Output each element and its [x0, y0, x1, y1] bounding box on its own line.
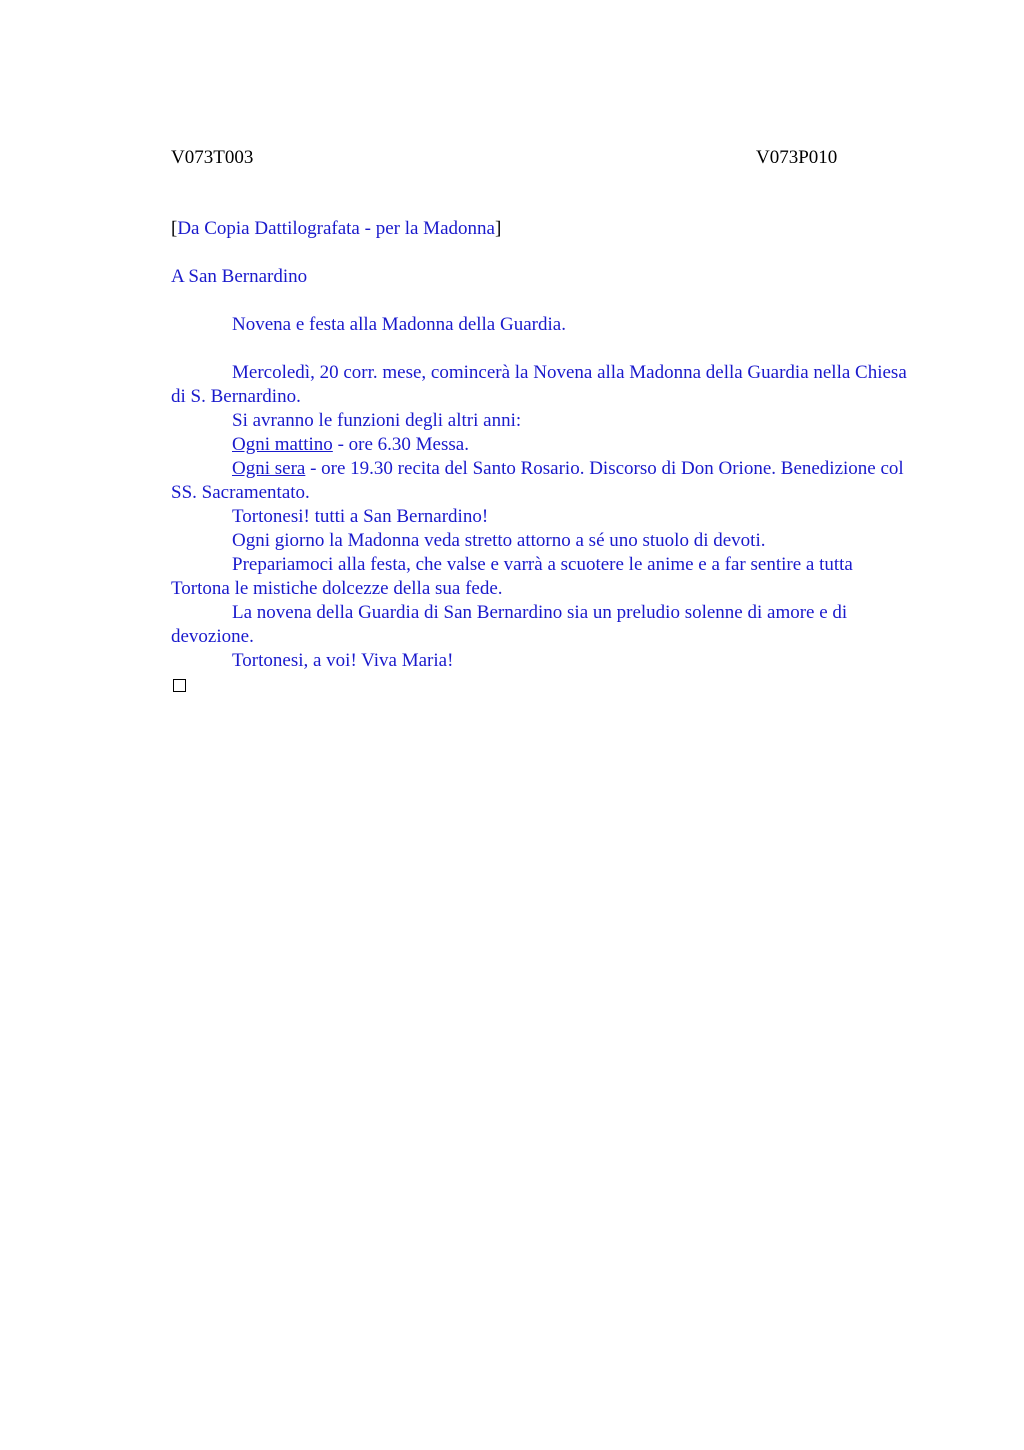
evening-label: Ogni sera — [232, 458, 306, 479]
paragraph-3 — [171, 433, 911, 457]
morning-text: - ore 6.30 Messa. — [332, 434, 469, 455]
empty-square-icon — [173, 679, 186, 692]
document-code-right: V073P010 — [756, 147, 838, 168]
source-note: Da Copia Dattilografata - per la Madonna — [177, 218, 495, 239]
evening-text: - ore 19.30 recita del Santo Rosario. Discorso di Don Orione. Benedizione col SS. Sacramentato. — [171, 458, 904, 503]
source-note-line — [171, 217, 911, 241]
paragraph-2: Si avranno le funzioni degli altri anni: — [232, 410, 522, 431]
paragraph-7: Prepariamoci alla festa, che valse e varrà a scuotere le anime e a far sentire a tutta Tortona le mistiche dolcezze della sua fede. — [171, 554, 853, 599]
document-title: Novena e festa alla Madonna della Guardia. — [232, 314, 566, 335]
paragraph-9: Tortonesi, a voi! Viva Maria! — [232, 650, 454, 671]
source-open-bracket: [ — [171, 218, 178, 239]
paragraph-4 — [171, 457, 911, 505]
addressee: A San Bernardino — [171, 266, 308, 287]
paragraph-6: Ogni giorno la Madonna veda stretto attorno a sé uno stuolo di devoti. — [232, 530, 766, 551]
source-close-bracket: ] — [494, 218, 502, 239]
paragraph-8: La novena della Guardia di San Bernardino sia un preludio solenne di amore e di devozione. — [171, 602, 848, 647]
paragraph-1: Mercoledì, 20 corr. mese, comincerà la Novena alla Madonna della Guardia nella Chiesa di S. Bernardino. — [171, 362, 907, 407]
morning-label: Ogni mattino — [232, 434, 333, 455]
document-code-left: V073T003 — [171, 147, 254, 168]
paragraph-5: Tortonesi! tutti a San Bernardino! — [232, 506, 489, 527]
document-body — [171, 217, 911, 699]
